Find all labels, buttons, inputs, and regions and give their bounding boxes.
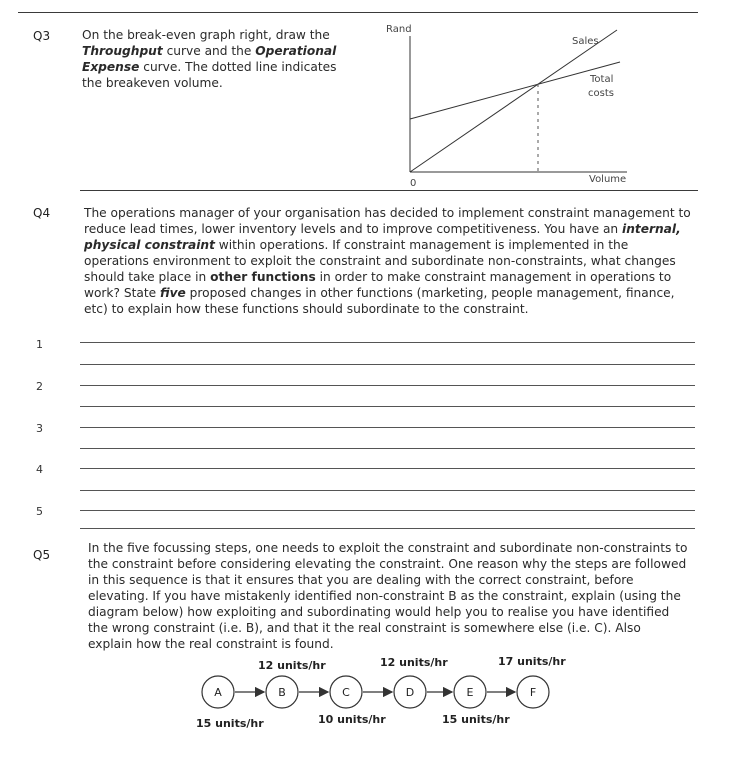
answer-line[interactable] <box>80 364 695 365</box>
q3-line-2 <box>82 43 372 59</box>
rate-label-bottom-c: 10 units/hr <box>318 713 386 726</box>
answer-number-5: 5 <box>36 505 43 518</box>
q4-emph-internal: internal, <box>622 222 681 236</box>
graph-costs-label: costs <box>588 88 614 99</box>
q4-line-1: The operations manager of your organisation has decided to implement constraint management to <box>84 206 691 220</box>
q5-line: In the five focussing steps, one needs to exploit the constraint and subordinate non-constraints to <box>88 541 688 555</box>
q4-line-7: etc) to explain how these functions should subordinate to the constraint. <box>84 302 529 316</box>
q5-line: elevating. If you have mistakenly identified non-constraint B as the constraint, explain (using the <box>88 589 681 603</box>
q5-line: the constraint before considering elevating the constraint. One reason why the steps are followed <box>88 557 687 571</box>
answer-line[interactable] <box>80 342 695 343</box>
graph-sales-label: Sales <box>572 36 599 47</box>
answer-line[interactable] <box>80 468 695 469</box>
flow-node-b-label: B <box>278 686 286 699</box>
q5-label: Q5 <box>33 548 51 562</box>
flow-node-e-label: E <box>466 686 474 699</box>
q5-line: explain how the real constraint is found. <box>88 637 334 651</box>
top-rule <box>18 12 698 13</box>
q4-emph-other: other functions <box>210 270 316 284</box>
q5-line: in this sequence is that it ensures that you are dealing with the correct constraint, before <box>88 573 634 587</box>
q4-line-6 <box>84 285 699 301</box>
breakeven-graph <box>395 22 635 192</box>
q4-line-6b: proposed changes in other functions (marketing, people management, finance, <box>189 286 675 300</box>
q4-line-5 <box>84 269 699 285</box>
q4-line-5b: in order to make constraint management in operations to <box>319 270 672 284</box>
q4-line-3 <box>84 237 699 253</box>
flow-node-a-label: A <box>214 686 222 699</box>
q3-text <box>82 27 372 91</box>
graph-y-label: Rand <box>386 24 412 35</box>
answer-line[interactable] <box>80 385 695 386</box>
q4-line-2 <box>84 221 699 237</box>
answer-number-4: 4 <box>36 463 43 476</box>
answer-line[interactable] <box>80 406 695 407</box>
flow-node-f-label: F <box>529 686 537 699</box>
q3-bottom-rule <box>80 190 698 191</box>
rate-label-top-d: 12 units/hr <box>380 656 448 669</box>
q4-emph-five: five <box>159 286 186 300</box>
q4-line-6a: work? State <box>84 286 157 300</box>
q4-text <box>84 205 699 317</box>
rate-label-bottom-e: 15 units/hr <box>442 713 510 726</box>
q3-line-2-text: curve and the <box>166 44 252 58</box>
q5-line: diagram below) how exploiting and subordinating would help you to realise you have identified <box>88 605 670 619</box>
q5-line: the wrong constraint (i.e. B), and that it the real constraint is somewhere else (i.e. C). Also <box>88 621 641 635</box>
q4-emph-physical: physical constraint <box>84 238 215 252</box>
flow-node-d-label: D <box>405 686 415 699</box>
q3-line-1: On the break-even graph right, draw the <box>82 28 330 42</box>
answer-number-1: 1 <box>36 338 43 351</box>
graph-origin-label: 0 <box>410 178 417 189</box>
q4-label: Q4 <box>33 206 51 220</box>
graph-x-label: Volume <box>589 174 627 185</box>
q3-line-3-text: curve. The dotted line indicates <box>143 60 337 74</box>
q5-text <box>88 540 700 652</box>
q3-term-throughput: Throughput <box>82 44 163 58</box>
answer-line[interactable] <box>80 427 695 428</box>
q3-term-operational: Operational <box>255 44 337 58</box>
q4-line-4: operations environment to exploit the constraint and subordinate non-constraints, what changes <box>84 254 676 268</box>
q4-line-5a: should take place in <box>84 270 207 284</box>
q3-term-expense: Expense <box>82 60 140 74</box>
rate-label-bottom-a: 15 units/hr <box>196 717 264 730</box>
q4-line-2-text: reduce lead times, lower inventory levels and to improve competitiveness. You have an <box>84 222 619 236</box>
answer-line[interactable] <box>80 528 695 529</box>
process-flow-diagram <box>195 670 565 715</box>
answer-line[interactable] <box>80 510 695 511</box>
answer-line[interactable] <box>80 448 695 449</box>
answer-number-2: 2 <box>36 380 43 393</box>
rate-label-top-f: 17 units/hr <box>498 655 566 668</box>
sales-line <box>410 30 617 172</box>
answer-number-3: 3 <box>36 422 43 435</box>
q3-line-3 <box>82 59 372 75</box>
flow-node-c-label: C <box>342 686 350 699</box>
rate-label-top-b: 12 units/hr <box>258 659 326 672</box>
answer-line[interactable] <box>80 490 695 491</box>
q3-label: Q3 <box>33 29 51 43</box>
q4-line-3-text: within operations. If constraint management is implemented in the <box>218 238 629 252</box>
graph-total-label: Total <box>590 74 614 85</box>
q3-line-4: the breakeven volume. <box>82 76 223 90</box>
